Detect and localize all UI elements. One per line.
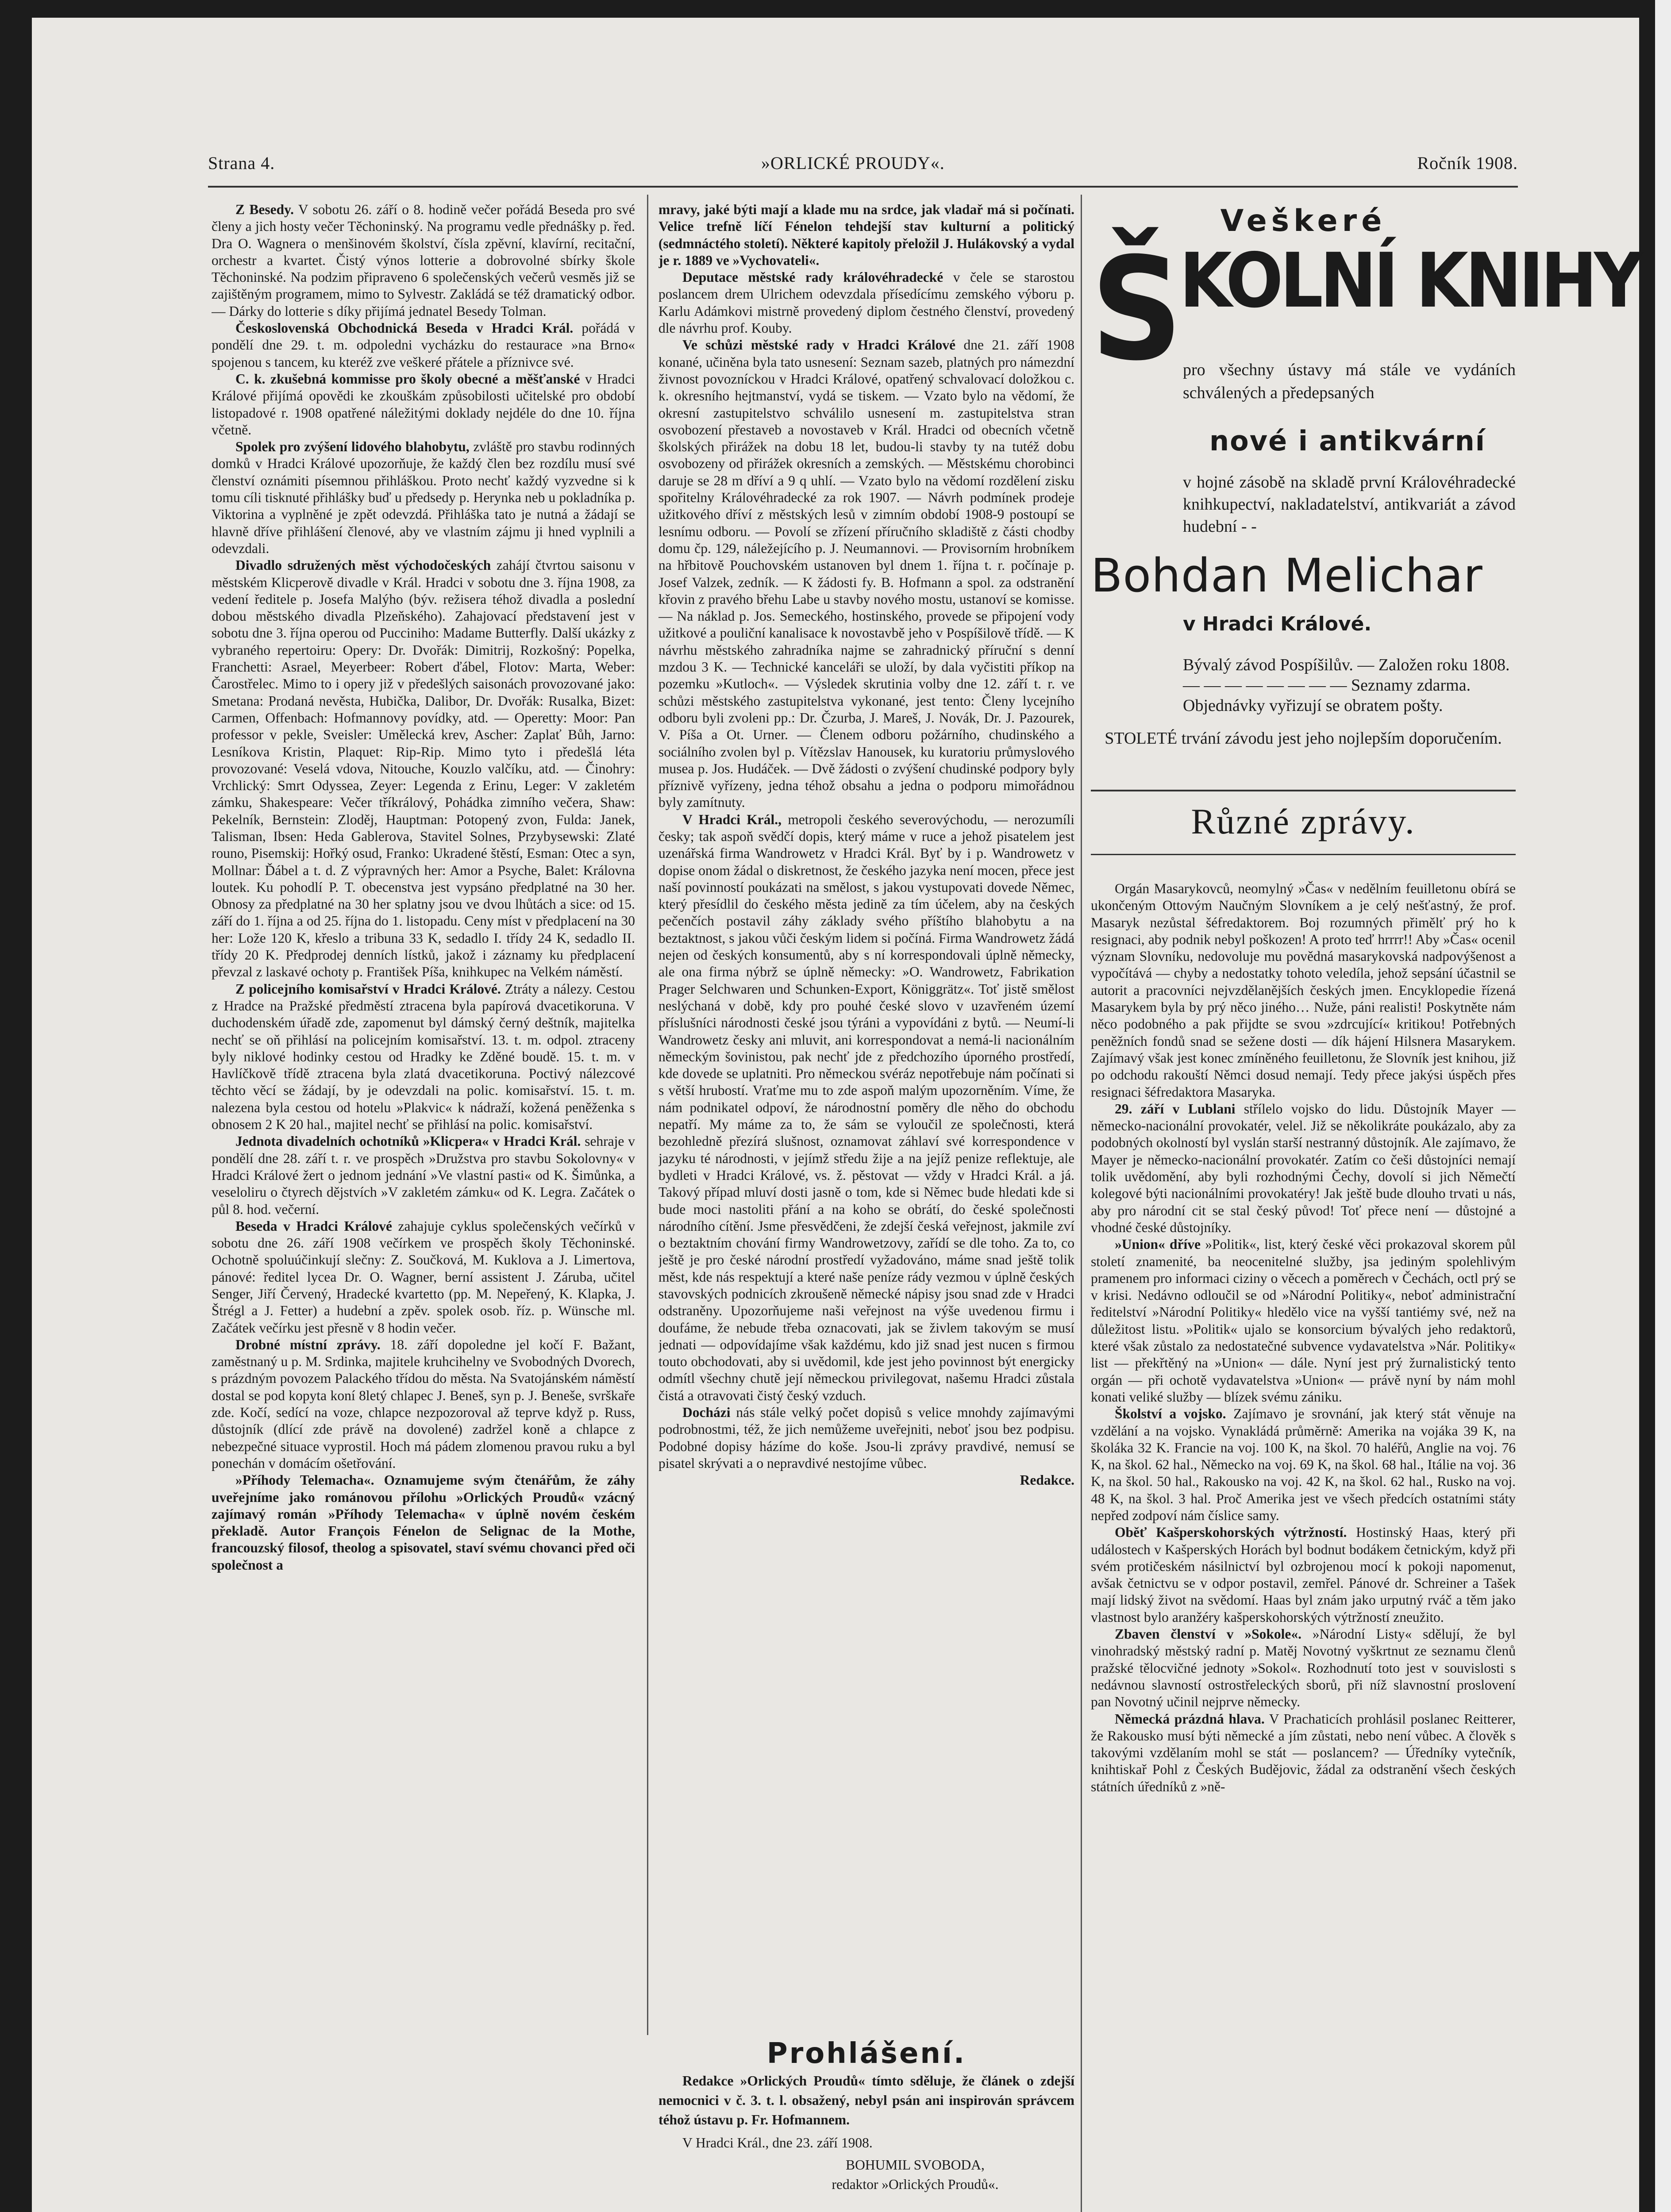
news-item-lead: C. k. zkušebná kommisse pro školy obecné a měšťanské <box>235 371 580 387</box>
news-item-lead: Deputace městské rady královéhradecké <box>682 269 943 285</box>
news-item-text: zahájí čtvrtou saisonu v městském Klicperově divadle v Král. Hradci v sobotu dne 3. října 1908, za vedení ředitele p. Josefa Malýho (býv. režisera téhož divadla a poslední dobou městského divadla Plzeňského). Zahajovací představení jest v sobotu dne 3. října operou od Pucciniho: Madame Butterfly. Další ukázky z vybraného repertoiru: Opery: Dr. Dvořák: Dimitrij, Rozkošný: Popelka, Franchetti: Asrael, Meyerbeer: Robert ďábel, Flotov: Marta, Weber: Čarostřelec. Mimo to i opery již v předešlých saisonách provozované jako: Smetana: Prodaná nevěsta, Hubička, Dalibor, Dr. Dvořák: Rusalka, Bizet: Carmen, Offenbach: Hofmannovy povídky, atd. — Operetty: Moor: Pan professor v pekle, Sveisler: Umělecká krev, Ascher: Zaplať Bůh, Jarno: Lesníkova Kristin, Plaquet: Rip-Rip. Mimo tyto i předešlá léta provozované: Veselá vdova, Nitouche, Kouzlo valčíku, atd. — Činohry: Vrchlický: Smrt Odyssea, Zeyer: Legenda z Erinu, Leger: V zakletém zámku, Shakespeare: Večer tříkrálový, Pohádka zimního večera, Shaw: Pekelník, Bernstein: Zloděj, Hauptman: Potopený zvon, Fulda: Janek, Talisman, Ibsen: Heda Gablerova, Stavitel Solnes, Przybysewski: Zlaté rouno, Pisemskij: Hořký osud, Franko: Ukradené štěstí, Esman: Otec a syn, Mollnar: Ďábel a t. d. Z výpravných her: Amor a Psyche, Balet: Královna loutek. Ku pohodlí P. T. obecenstva jest vypsáno předplatné na 30 her. Obnosy za předplatné na 30 her splatny jsou ve dvou lhůtách a sice: od 15. září do 1. října a od 25. října do 1. listopadu. Ceny míst v předplacení na 30 her: Lože 120 K, křeslo a tribuna 33 K, sedadlo I. třídy 24 K, sedadlo II. třídy 20 K. Předprodej denních lístků, jakož i záznamy ku předplacení převzal z laskavé ochoty p. František Píša, knihkupec na Velkém náměstí. <box>212 557 635 980</box>
news-item <box>212 1133 635 1217</box>
volume-label: Ročník 1908. <box>1417 153 1518 173</box>
news-item <box>212 371 635 438</box>
news-item <box>212 1336 635 1472</box>
news-item <box>212 981 635 1133</box>
news-item-text: střílelo vojsko do lidu. Důstojník Mayer — německo-nacionální provokatér, velel. Již se několikráte poukázalo, aby za podobných okolností byl vyslán starší nestranný důstojník. Ale zajímavo, že Mayer je německo-nacionální provokatér. Zatím co češi důstojníci nemají tolik uvědomění, aby byli rozhodnými Čechy, dovolí si jich Němečtí kolegové býti nacionálními provokatéry! Jak ještě bude dlouho trvati u nás, aby pro národní cit se stal český původ! Toť přece není — důstojné a vhodné české důstojníky. <box>1091 1101 1516 1235</box>
ad-history: Bývalý závod Pospíšilův. — Založen roku 1808. — — — — — — — — Seznamy zdarma. Objednávky vyřizují se obratem pošty. <box>1183 656 1510 715</box>
column-divider <box>647 195 648 2035</box>
news-item-lead: »Union« dříve <box>1115 1237 1201 1252</box>
news-item <box>658 1404 1074 1472</box>
column-middle <box>658 201 1074 2037</box>
news-item-text: Hostinský Haas, který při událostech v Kašperských Horách byl bodnut bodákem četnickým, když při svém protičeském násilnictví byl ozbrojenou mocí k pokoji napomenut, avšak četnictvu se v odpor postavil, zemřel. Pánové dr. Schreiner a Tašek mají lidský život na svědomí. Haas byl znám jako urputný rváč a těm jako vlastnost bylo aranžéry kašperskohorských výtržností zneužito. <box>1091 1525 1516 1625</box>
news-item <box>212 320 635 371</box>
news-item-lead: Docházi <box>682 1405 731 1421</box>
news-item <box>212 1218 635 1336</box>
news-item-text: nás stále velký počet dopisů s velice mnohdy zajímavými podrobnostmi, též, že jich nemůžeme uveřejniti, neboť jsou bez podpisu. Podobné dopisy házíme do koše. Jsou-li zprávy pravdivé, nemusí se pisatel skrývati a o nepravdivé nestojíme vůbec. <box>658 1405 1074 1471</box>
news-item-lead: Ve schůzi městské rady v Hradci Králové <box>682 337 956 353</box>
news-item-text: »Národní Listy« sdělují, že byl vinohradský městský radní p. Matěj Novotný vyškrtnut ze seznamu členů pražské tělocvičné jednoty »Sokol«. Rozhodnutí toto jest v souvislosti s nedávnou slavností ostrostřeleckých sborů, při níž slavnostní proslovení pan Novotný učinil nejprve německy. <box>1091 1626 1516 1710</box>
news-item-text: Redakce. <box>1020 1472 1074 1488</box>
news-item-text: v čele se starostou poslancem drem Ulrichem odevzdala přísedícímu zemského výboru p. Karlu Adámkovi mistrně provedený diplom čestného členství, provedený dle návrhu prof. Kouby. <box>658 269 1074 336</box>
news-item-lead: »Příhody Telemacha«. Oznamujeme svým čtenářům, že záhy uveřejníme jako románovou přílohu »Orlických Proudů« vzácný zajímavý román »Příhody Telemacha« v úplně novém českém překladě. Autor François Fénelon de Selignac de la Mothe, francouzský filosof, theolog a spisovatel, staví svému chovanci před oči společnost a <box>212 1472 635 1573</box>
news-item-text: v Hradci Králové přijímá opovědi ke zkouškám způsobilosti učitelské pro období listopadové r. 1908 opatřené náležitými doklady nejdéle do dne 10. října včetně. <box>212 371 635 438</box>
page-edge <box>1655 0 1671 2212</box>
news-item-lead: Československá Obchodnická Beseda v Hradci Král. <box>235 320 574 336</box>
news-item <box>1091 1236 1516 1406</box>
news-item <box>212 201 635 320</box>
news-item <box>658 1472 1074 1489</box>
newspaper-title: »ORLICKÉ PROUDY«. <box>761 153 945 173</box>
header-rule <box>208 186 1518 188</box>
signature-role: redaktor »Orlických Proudů«. <box>832 2177 999 2192</box>
news-item-text: »Politik«, list, který české věci prokazoval skorem půl století znamenité, ba neocenitelné služby, jsa jediným spolehlivým pramenem pro informaci ciziny o věcech a poměrech v Čechách, octl prý se v krisi. Nedávno odloučil se od »Národní Politiky«, neboť administrační ředitelství »Národní Politiky« hledělo vice na vyšší tantiémy své, než na důležitost listu. »Politik« ujalo se konsorcium bývalých jeho redaktorů, které však zůstalo za nedostatečné subvence vydavatelstva »Nár. Politiky« list — překřtěný na »Union« — dále. Nyní jest prý žurnalistický tento orgán — při ochotě vydavatelstva »Union« — právě nyní by nám mohl konati veliké služby — blízek svému zániku. <box>1091 1237 1516 1405</box>
page-number: Strana 4. <box>208 153 275 173</box>
news-item <box>658 269 1074 337</box>
news-item-lead: Jednota divadelních ochotníků »Klicpera« v Hradci Král. <box>235 1133 581 1149</box>
news-item-lead: Školství a vojsko. <box>1115 1406 1226 1422</box>
news-item-text: Orgán Masarykovců, neomylný »Čas« v nedělním feuilletonu obírá se ukončeným Ottovým Naučným Slovníkem a je celý nešťastný, že prof. Masaryk nezůstal šéfredaktorem. Boj rozumných přimělť prý ho k resignaci, aby podnik nebyl poškozen! A proto teď hrrrr!! Aby »Čas« ocenil význam Slovníku, nedovoluje mu povědná masarykovská nadpovýšenost a vypočítává — chyby a nedostatky tohoto veledíla, jehož sepsání účastnil se autorit a pracovníci nejvzdělanějších českých jmen. Encyklopedie řízená Masarykem byla by prý něco jiného… Nuže, páni realisti! Poskytněte nám něco podobného a pak přijdte se svou »zdrcující« kritikou! Potřebných peněžních fondů snad se sežene dosti — dík hájení Hilsnera Masarykem. Zajímavý však jest konec zmíněného feuilletonu, že Slovník jest knihou, již po odchodu rakouští Němci dosud nemají. Tedy přece jakýsi úspěch přes resignaci šéfredaktora Masaryka. <box>1091 881 1516 1100</box>
news-item <box>1091 1101 1516 1236</box>
ad-business-name: Bohdan Melichar <box>1091 549 1483 603</box>
announcement-signature <box>756 2155 1074 2194</box>
news-item-text: V Prachaticích prohlásil poslanec Reitterer, že Rakousko musí býti německé a jím zůstati, nebo není vůbec. A člověk s takovými vzdělaním mohl se stát — poslancem? — Úředníky vytečník, knihtiskař Pohl z Českých Budějovic, žádal za odstranění všech českých státních úředníků z »ně- <box>1091 1711 1516 1794</box>
column-right <box>1091 880 1516 2212</box>
news-item-lead: Beseda v Hradci Králové <box>235 1218 392 1234</box>
announcement <box>658 2037 1074 2194</box>
column-divider <box>1081 195 1082 2212</box>
news-item-lead: V Hradci Král., <box>682 811 782 827</box>
news-item-text: Zajímavo je srovnání, jak který stát věnuje na vzdělání a na vojsko. Vynakládá průměrně: Amerika na vojáka 39 K, na školáka 32 K. Francie na voj. 100 K, na škol. 70 haléřů, Anglie na voj. 76 K, na škol. 62 hal., Německo na voj. 69 K, na škol. 68 hal., Itálie na voj. 36 K, na škol. 50 hal., Rakousko na voj. 42 K, na škol. 62 hal., Rusko na voj. 48 K, na škol. 3 hal. Proč Amerika jest ve všech předcích ostatními státy nepřed zodpoví nám číslice samy. <box>1091 1406 1516 1523</box>
ad-stock-text: v hojné zásobě na skladě první Královéhradecké knihkupectví, nakladatelství, antikvariát a závod hudební - - <box>1183 473 1516 536</box>
news-item-lead: Německá prázdná hlava. <box>1115 1711 1265 1727</box>
news-item-text: 18. září dopoledne jel kočí F. Bažant, zaměstnaný u p. M. Srdinka, majitele kruhcihelny ve Svobodných Dvorech, s prázdným povozem Palackého třídou do města. Na Svatojánském náměstí dostal se pod kopyta koní 8letý chlapec J. Beneš, syn p. J. Beneše, svrškaře zde. Kočí, sedící na voze, chlapce nezpozoroval až teprve když p. Russ, důstojník (dlící zde právě na dovolené) zadržel koně a chlapce z nebezpečné situace vyprostil. Hoch má pádem zlomenou pravou ruku a byl ponechán v domácím ošetřování. <box>212 1336 635 1471</box>
news-item-lead: Divadlo sdružených měst východočeských <box>235 557 491 573</box>
signature-name: BOHUMIL SVOBODA, <box>846 2157 985 2173</box>
news-item-lead: Zbaven členství v »Sokole«. <box>1115 1626 1302 1642</box>
news-item <box>658 201 1074 269</box>
news-item <box>658 811 1074 1404</box>
news-item-text: zahajuje cyklus společenských večírků v sobotu dne 26. září 1908 večírkem ve prospěch školy Těchoninské. Ochotně spoluúčinkují slečny: Z. Součková, M. Kuklova a J. Limertova, pánové: ředitel lycea Dr. O. Wagner, berní assistent J. Záruba, učitel Senger, Jiří Červený, Hradecké kvartetto (pp. M. Nepeřený, K. Klapka, J. Štrégl a J. Fetter) a hudební a zpěv. spolek osob. říz. p. Wünsche ml. Začátek večírku jest přesně v 8 hodin večer. <box>212 1218 635 1336</box>
news-item <box>212 557 635 980</box>
announcement-title: Prohlášení. <box>766 2037 966 2070</box>
announcement-body: Redakce »Orlických Proudů« tímto sděluje, že článek o zdejší nemocnici v č. 3. t. l. obsažený, nebyl psán ani inspirován správcem téhož ústavu p. Fr. Hofmannem. <box>658 2073 1074 2128</box>
ad-headline-initial: Š <box>1091 227 1180 392</box>
ad-tagline: STOLETÉ trvání závodu jest jeho nojlepším doporučením. <box>1105 729 1502 748</box>
ad-rule <box>1091 790 1516 791</box>
news-item <box>212 1472 635 1574</box>
announcement-place-date: V Hradci Král., dne 23. září 1908. <box>682 2135 873 2151</box>
news-item-lead: Z policejního komisařství v Hradci Králové. <box>235 981 501 997</box>
news-item-lead: Spolek pro zvýšení lidového blahobytu, <box>235 439 470 455</box>
section-rule <box>1091 854 1516 855</box>
news-item <box>212 438 635 557</box>
news-item <box>1091 1524 1516 1626</box>
news-item-text: V sobotu 26. září o 8. hodině večer pořádá Beseda pro své členy a jich hosty večer Těchoninský. Na programu vedle přednášky p. řed. Dra O. Wagnera o menšinovém školství, čísla zpěvní, klavírní, recitační, orchestr a kvartet. Čistý výnos lotterie a dobrovolné sbírky škole Těchoninské. Na podzim připraveno 6 společenských večerů vesměs již se zajištěným programem, mimo to Sylvestr. Zakládá se též dramatický odbor. — Dárky do lotterie s díky přijímá jednatel Besedy Tolman. <box>212 202 635 319</box>
news-item <box>1091 1406 1516 1524</box>
news-item-lead: Z Besedy. <box>235 202 294 217</box>
news-item-lead: Drobné místní zprávy. <box>235 1336 381 1352</box>
news-item-text: dne 21. září 1908 konané, učiněna byla tato usnesení: Seznam sazeb, platných pro námezdní živnost povozníckou v Hradci Králové, opatřený schvalovací doložkou c. k. okresního hejtmanství, vydá se tiskem. — Vzato bylo na vědomí, že okresní zastupitelstvo schválilo usnesení m. zastupitelstva stran osvobození přestaveb a novostaveb v Král. Hradci od obecních včetně školských přirážek na dobu 18 let, budou-li stavby ty na tutéž dobu osvobozeny od přirážek okresních a zemských. — Městskému chorobinci daruje se 28 m dříví a 9 q uhlí. — Vzato bylo na vědomí rozdělení zisku spořitelny Královéhradecké za rok 1907. — Návrh podmínek prodeje užitkového dříví z městských lesů v zimním období 1908-9 postoupí se lesnímu odboru. — Povolí se zřízení příručního skladiště z části chodby domu čp. 129, náležejícího p. J. Neumannovi. — Provisorním hrobníkem na hřbitově Pouchovském ustanoven byl dnem 1. října t. r. počínaje p. Josef Valzek, zedník. — K žádosti fy. B. Hofmann a spol. za odstranění křovin z pravého břehu Labe u stavby nového mostu, ustanoví se komisse. — Na náklad p. Jos. Semeckého, hostinského, provede se připojení vody užitkové a pouliční kanalisace k novostavbě jeho v Pospíšilově třídě. — K návrhu městského zahradníka najme se zahradnický příruční s denní mzdou 3 K. — Technické kanceláři se uloží, by dala vyčistiti příkop na pozemku »Kutloch«. — Výsledek skrutinia volby dne 12. září t. r. ve schůzi městského zastupitelstva vykonané, jest tento: Členy lycejního odboru byli zvoleni pp.: Dr. Čzurba, J. Mareš, J. Novák, Dr. J. Pazourek, V. Píša a Ot. Urner. — Členem odboru požárního, chudinského a sociálního zvolen byl p. Vítězslav Hanousek, ku kuratoriu průmyslového musea p. Jos. Hudáček. — Dvě žádosti o zvýšení chudinské podpory byly příznivě vyřízeny, jedna téhož obsahu a jedna o podporu mimořádnou byly zamítnuty. <box>658 337 1074 810</box>
section-heading: Různé zprávy. <box>1191 801 1416 841</box>
news-item-text: pořádá v pondělí dne 29. t. m. odpoledni vycházku do restaurace »na Brno« spojenou s tancem, ku kteréž zve veškeré přátele a příznivce své. <box>212 320 635 370</box>
news-item-lead: Oběť Kašperskohorských výtržností. <box>1115 1525 1347 1540</box>
news-item-lead: mravy, jaké býti mají a klade mu na srdce, jak vladař má si počínati. Velice trefně líčí Fénelon tehdejší stav kulturní a politický (sedmnáctého století). Některé kapitoly přeložil J. Hulákovský a vydal je r. 1889 ve »Vychovateli«. <box>658 202 1074 268</box>
news-item-text: zvláště pro stavbu rodinných domků v Hradci Králové upozorňuje, že každý člen bez rozdílu musí své členství oznámiti písemnou přihláškou. Proto nechť každý vyzvedne si k tomu cíli tisknuté přihlášky buď u předsedy p. Herynka neb u pokladníka p. Viktorina a vyplněné je zpět odevzdá. Přihláška tato je nutná a žádají se hlavně dříve přihlášení členové, aby ve vlastním zájmu ji hned vyplnili a odevzdali. <box>212 439 635 556</box>
news-item <box>1091 1711 1516 1795</box>
news-item-lead: 29. září v Lublani <box>1115 1101 1236 1117</box>
page-header <box>177 153 1518 184</box>
news-item <box>1091 880 1516 1101</box>
bookshop-advertisement <box>1091 195 1640 841</box>
ad-kicker: Veškeré <box>1220 204 1386 238</box>
news-item-text: Ztráty a nálezy. Cestou z Hradce na Pražské předměstí ztracena byla papírová dvacetikoruna. V duchodenském úřadě zde, zapomenut byl dámský černý deštník, majitelka nechť se oň přihlásí na policejním komisařství. 13. t. m. odpol. ztraceny byly niklové hodinky cestou od Hradky ke Zděné boudě. 15. t. m. v Havlíčkově třídě ztracena byla zlatá dvacetikoruna. Poctivý nálezcové těchto věcí se žádají, by je odevzdali na polic. komisařství. 15. t. m. nalezena byla cestou od hotelu »Plakvic« k nádraží, kožená peněženka s obnosem 2 K 20 hal., majitel nechť se přihlásí na polic. komisařství. <box>212 981 635 1133</box>
news-item <box>1091 1626 1516 1710</box>
news-item-text: sehraje v pondělí dne 28. září t. r. ve prospěch »Družstva pro stavbu Sokolovny« v Hradci Králové žert o jednom jednání »Ve vlastní pasti« od K. Šimůnka, a veseloliru o čtyrech dějstvích »V zakletém zámku« od K. Legra. Začátek o půl 8. hod. večerní. <box>212 1133 635 1217</box>
column-left <box>212 201 635 2183</box>
news-item <box>658 337 1074 811</box>
news-item-text: metropoli českého severovýchodu, — nerozumíli česky; tak aspoň svědčí dopis, který máme v ruce a jehož pisatelem jest uzenářská firma Wandrowetz v Hradci Král. Byť by i p. Wandrowetz v dopise onom žádal o diskretnost, že českého jazyka není mocen, přece jest naší povinností poukázati na smělost, s jakou vystupovati dovede Němec, který přesídlil do českého města jedině za tím účelem, aby na českých pečenčích postavil záhy základy svého příštího blahobytu a na beztaktnost, s jakou vůči českým lidem si počíná. Firma Wandrowetz žádá nejen od českých konsumentů, aby s ní korrespondovali úplně německy, ale ona firma nýbrž se úplně německy: »O. Wandrowetz, Fabrikation Prager Selchwaren und Schunken-Export, Königgrätz«. Toť jistě smělost neslýchaná v době, kdy pro pouhé české slovo v uzavřeném území příslušníci národnosti české jsou týráni a vypovídáni z bytů. — Neumí-li Wandrowetz česky ani mluvit, ani korrespondovat a nemá-li nacionálním německým šovinistou, pak nechť jde z předchozího úporného prostředí, kde dovede se uplatniti. Pro německou svéráz nepotřebuje nám počínati si s větší hrubostí. Vraťme mu to zde aspoň malým upozorněním. Víme, že nám podnikatel odpoví, že národnostní poměry dle něho do obchodu nepatří. My máme za to, že sám se vyloučil ze společnosti, která bezohledně přezírá slušnost, oznamovat záhlaví své korrespondence v jazyku té národnosti, v jejímž středu žije a na jejíž penize reflektuje, ale bydleti v Hradci Králové, vs. ž. pěstovat — vždy v Hradci Král. a já. Takový případ mluví dosti jasně o tom, kde si Němec bude hledati kde si bude moci nastoliti přání a na koho se obrátí, do české společnosti národního cítění. Jsme přesvědčeni, že zdejší česká veřejnost, jakmile zví o beztaktním chování firmy Wandrowetzovy, zařídí se dle toho. Za to, co ještě je pro české národní prostředí vyžadováno, máme snad ještě tolik měst, kde nás respektují a které naše peníze rády vezmou v úplně českých stavovských podnicích zkroušeně německé nápisy jsou snad zde v Hradci odstraněny. Upozorňujeme naši veřejnost na výše uvedenou firmu i doufáme, že nebude třeba oznacovati, jak se živlem takovým se musí jednati — odpovídajíme však každému, kdo již snad jest nucen s firmou touto obchodovati, aby si uvědomil, kde jest jeho povinnost být energicky odmítl všechny chutě její německou privilegovat, našemu Hradci zůstala čistá a otravovati čistý český vzduch. <box>658 811 1074 1403</box>
ad-description: pro všechny ústavy má stále ve vydáních schválených a předepsaných <box>1183 361 1516 402</box>
ad-headline-rest: KOLNÍ KNIHY <box>1179 237 1640 325</box>
ad-city: v Hradci Králové. <box>1183 613 1372 635</box>
ad-subheadline: nové i antikvární <box>1209 425 1486 457</box>
